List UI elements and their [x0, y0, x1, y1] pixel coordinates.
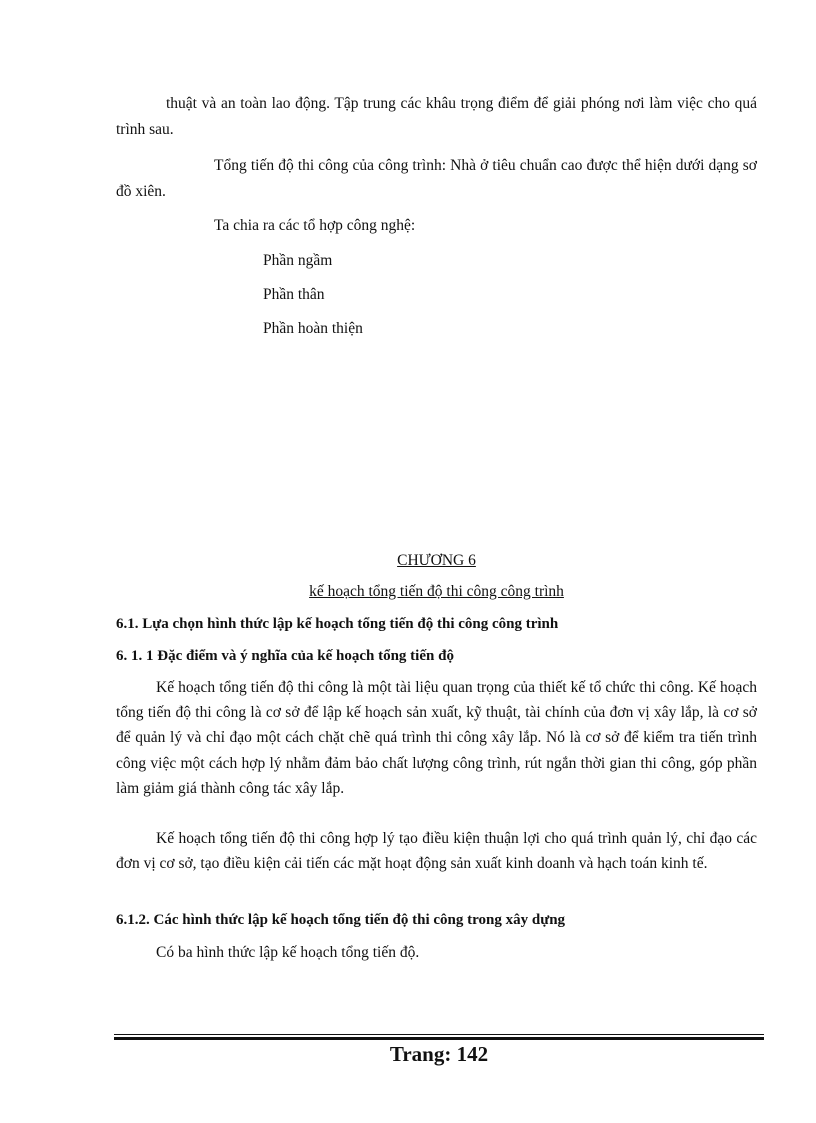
section-heading-6-1-2: 6.1.2. Các hình thức lập kế hoạch tổng tiến độ thi công trong xây dựng [116, 912, 566, 928]
tech-group-item: Phần ngầm [263, 252, 333, 269]
page-number: Trang: 142 [389, 1042, 489, 1066]
section-heading-6-1: 6.1. Lựa chọn hình thức lập kế hoạch tổng tiến độ thi công công trình [116, 616, 559, 632]
tech-groups-intro: Ta chia ra các tổ hợp công nghệ: [214, 217, 416, 234]
section-6-1-1-paragraph-2: Kế hoạch tổng tiến độ thi công hợp lý tạo điều kiện thuận lợi cho quá trình quản lý, chỉ đạo các đơn vị cơ sở, tạo điều kiện cải tiến các mặt hoạt động sản xuất kinh doanh và hạch toán kinh tế. [116, 830, 757, 873]
section-heading-6-1-1: 6. 1. 1 Đặc điểm và ý nghĩa của kế hoạch tổng tiến độ [116, 648, 454, 664]
section-6-1-1-paragraph-1: Kế hoạch tổng tiến độ thi công là một tài liệu quan trọng của thiết kế tổ chức thi công. Kế hoạch tổng tiến độ thi công là cơ sở để lập kế hoạch sản xuất, kỹ thuật, tài chính của đơn vị xây lắp, là cơ sở để quản lý và chỉ đạo một cách chặt chẽ quá trình thi công xây lắp. Nó là cơ sở để kiểm tra tiến trình công việc một cách hợp lý nhằm đảm bảo chất lượng công trình, rút ngắn thời gian thi công, góp phần làm giảm giá thành công tác xây lắp. [116, 679, 757, 797]
tech-group-item: Phần thân [263, 286, 325, 303]
schedule-paragraph: Tổng tiến độ thi công của công trình: Nhà ở tiêu chuẩn cao được thể hiện dưới dạng sơ đồ xiên. [116, 157, 757, 200]
tech-group-item: Phần hoàn thiện [263, 320, 363, 337]
chapter-title: kế hoạch tổng tiến độ thi công công trình [309, 583, 564, 600]
footer-rule-thin [114, 1034, 764, 1035]
chapter-label: CHƯƠNG 6 [397, 552, 476, 569]
section-6-1-2-paragraph-1: Có ba hình thức lập kế hoạch tổng tiến độ. [156, 944, 420, 961]
continuation-paragraph: thuật và an toàn lao động. Tập trung các khâu trọng điểm để giải phóng nơi làm việc cho quá trình sau. [116, 95, 757, 138]
